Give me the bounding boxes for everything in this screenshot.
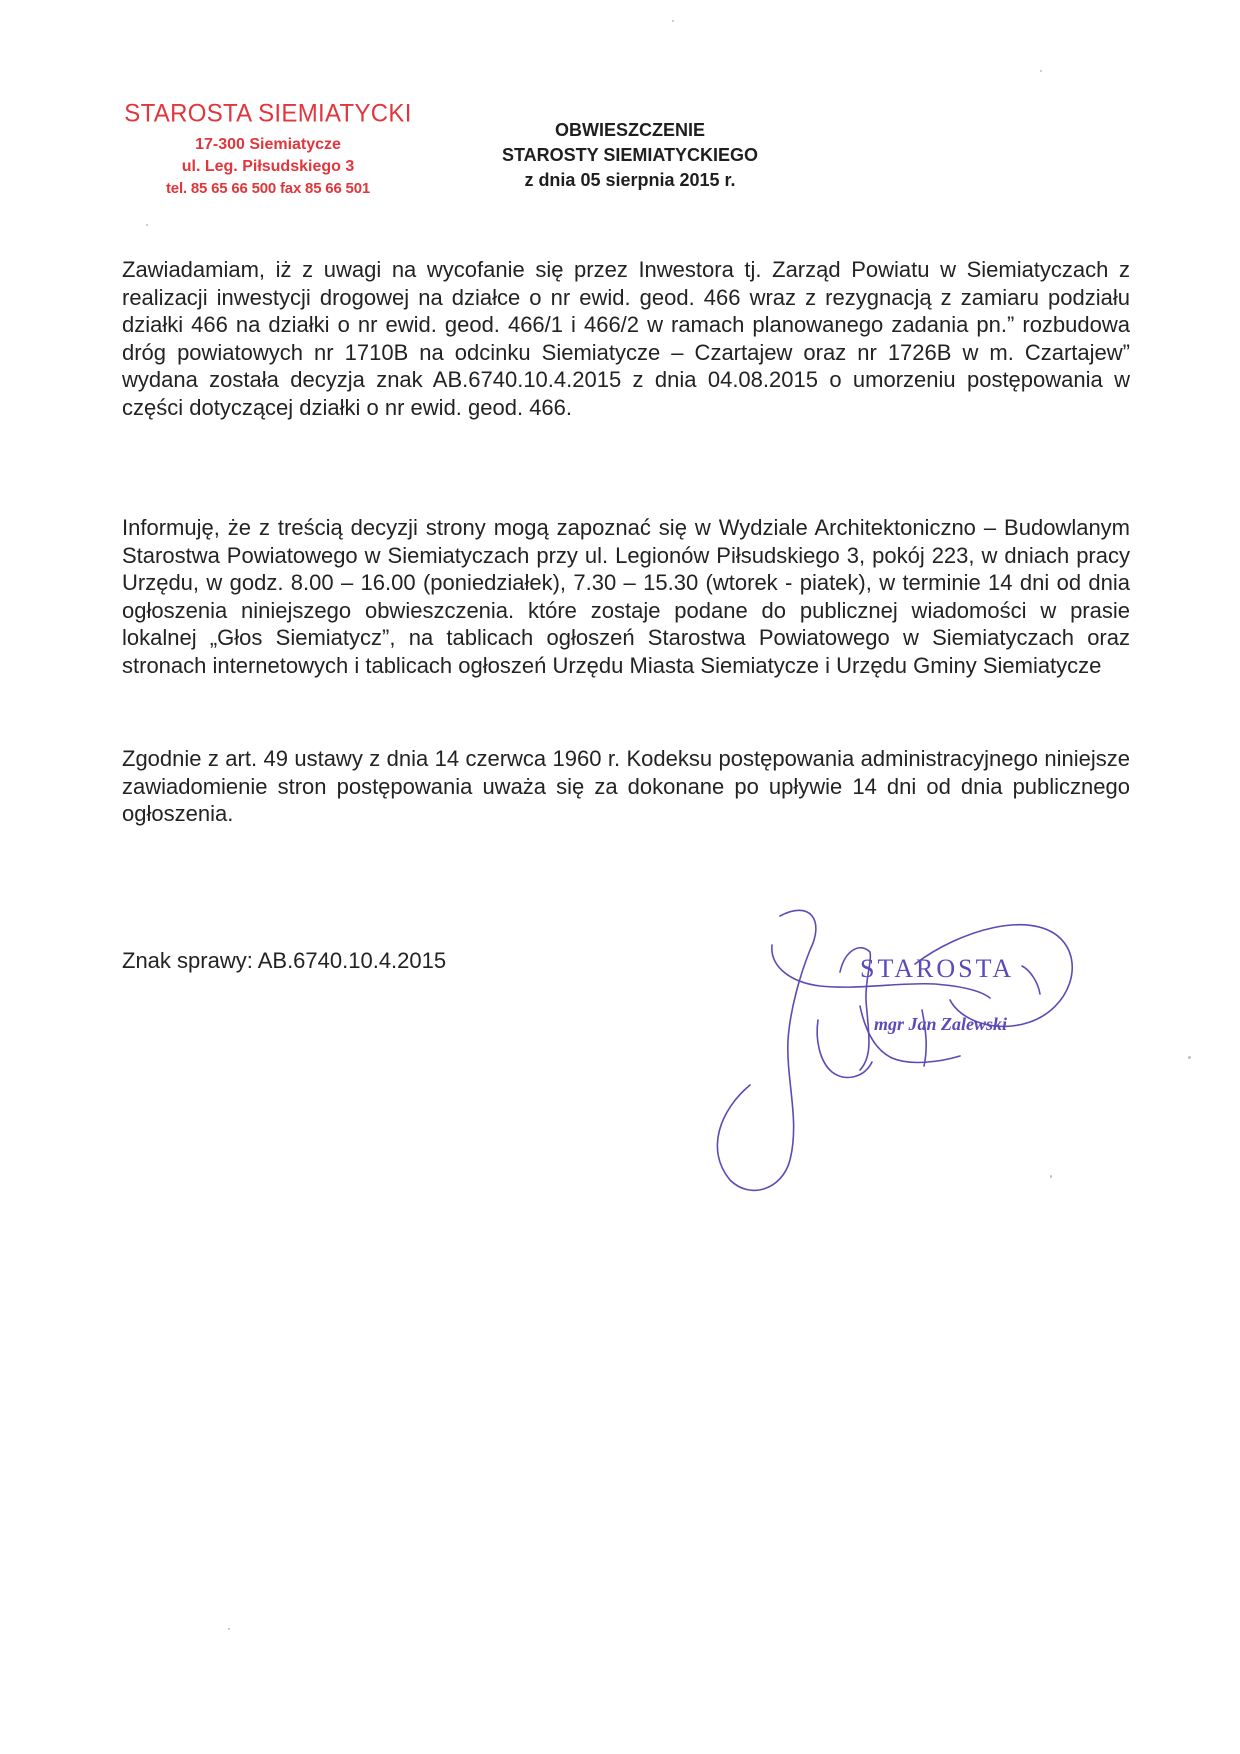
paragraph-information: Informuję, że z treścią decyzji strony mogą zapoznać się w Wydziale Architektoniczno – Budowlanym Starostwa Powiatowego w Siemiatyczach przy ul. Legionów Piłsudskiego 3, pokój 223, w dniach pracy Urzędu, w godz. 8.00 – 16.00 (poniedziałek), 7.30 – 15.30 (wtorek - piatek), w terminie 14 dni od dnia ogłoszenia niniejszego obwieszczenia. które zostaje podane do publicznej wiadomości w prasie lokalnej „Głos Siemiatycz”, na tablicach ogłoszeń Starostwa Powiatowego w Siemiatyczach oraz stronach internetowych i tablicach ogłoszeń Urzędu Miasta Siemiatycze i Urzędu Gminy Siemiatycze [122,515,1130,678]
office-stamp-title: STAROSTA SIEMIATYCKI [124,99,412,128]
handwritten-signature [660,890,1120,1220]
notice-title: OBWIESZCZENIE [554,120,705,140]
office-stamp [108,100,428,200]
scan-speck [672,20,674,22]
scan-speck [1040,70,1042,72]
signature-stamp-name: mgr Jan Zalewski [874,1014,1008,1034]
paragraph-notification: Zawiadamiam, iż z uwagi na wycofanie się przez Inwestora tj. Zarząd Powiatu w Siemiatyczach z realizacji inwestycji drogowej na działce o nr ewid. geod. 466 wraz z rezygnacją z zamiaru podziału działki 466 na działki o nr ewid. geod. 466/1 i 466/2 w ramach planowanego zadania pn.” rozbudowa dróg powiatowych nr 1710B na odcinku Siemiatycze – Czartajew oraz nr 1726B w m. Czartajew” wydana została decyzja znak AB.6740.10.4.2015 z dnia 04.08.2015 o umorzeniu postępowania w części dotyczącej działki o nr ewid. geod. 466. [122,257,1130,420]
paragraph-legal-basis: Zgodnie z art. 49 ustawy z dnia 14 czerwca 1960 r. Kodeksu postępowania administracyjnego niniejsze zawiadomienie stron postępowania uważa się za dokonane po upływie 14 dni od dnia publicznego ogłoszenia. [122,746,1130,826]
signature-stamp-title: STAROSTA [860,954,1015,983]
office-stamp-phone: tel. 85 65 66 500 fax 85 66 501 [166,180,370,197]
notice-issuer: STAROSTY SIEMIATYCKIEGO [501,145,759,165]
scan-speck [1188,1056,1191,1059]
case-number: Znak sprawy: AB.6740.10.4.2015 [122,948,447,973]
scan-speck [228,1628,230,1630]
signature-block [660,890,1120,1220]
scan-speck [1050,1175,1052,1178]
notice-date: z dnia 05 sierpnia 2015 r. [524,170,736,190]
office-stamp-postal: 17-300 Siemiatycze [195,136,341,153]
notice-header [455,118,805,193]
scan-speck [146,224,148,226]
office-stamp-street: ul. Leg. Piłsudskiego 3 [181,158,355,175]
